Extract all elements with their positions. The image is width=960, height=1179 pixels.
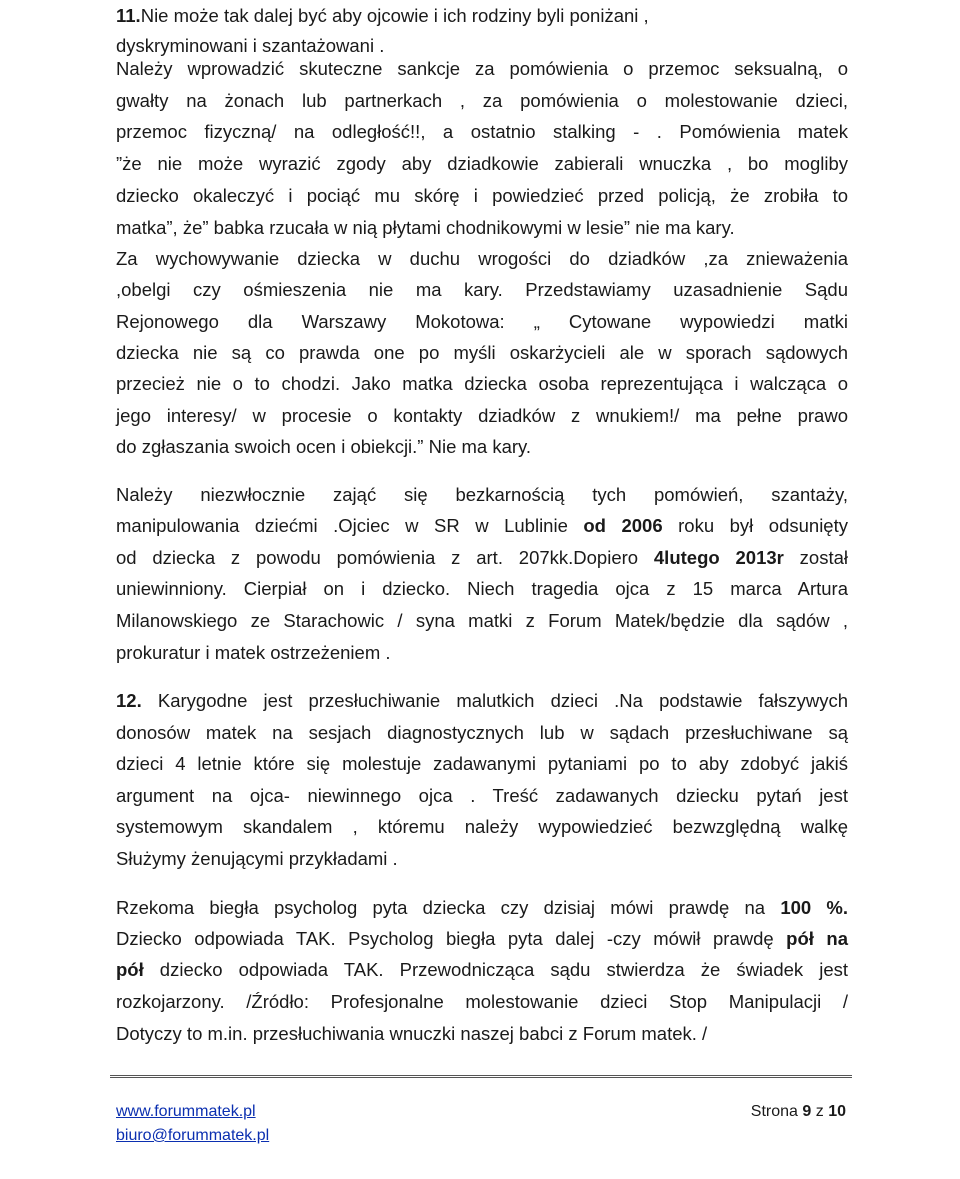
text-line bbox=[116, 844, 848, 874]
text-line bbox=[116, 338, 848, 368]
footer-contacts bbox=[116, 1100, 269, 1148]
text-span: uniewinniony. Cierpiał on i dziecko. Niech tragedia ojca z 15 marca Artura bbox=[116, 578, 848, 599]
text-span: Dotyczy to m.in. przesłuchiwania wnuczki naszej babci z Forum matek. / bbox=[116, 1023, 708, 1044]
text-line bbox=[116, 893, 848, 923]
text-line bbox=[116, 149, 848, 179]
text-line bbox=[116, 781, 848, 811]
text-line bbox=[116, 307, 848, 337]
text-line bbox=[116, 369, 848, 399]
bold-span: od 2006 bbox=[583, 515, 663, 536]
text-line bbox=[116, 955, 848, 985]
text-span: argument na ojca- niewinnego ojca . Treść zadawanych dziecku pytań jest bbox=[116, 785, 848, 806]
text-line bbox=[116, 480, 848, 510]
text-span: Należy wprowadzić skuteczne sankcje za pomówienia o przemoc seksualną, o bbox=[116, 58, 848, 79]
text-span: donosów matek na sesjach diagnostycznych lub w sądach przesłuchiwane są bbox=[116, 722, 848, 743]
page-total: 10 bbox=[828, 1103, 846, 1120]
text-span: jego interesy/ w procesie o kontakty dziadków z wnukiem!/ ma pełne prawo bbox=[116, 405, 848, 426]
bold-span: pół bbox=[116, 959, 144, 980]
text-span: roku był odsunięty bbox=[662, 515, 848, 536]
text-line bbox=[116, 432, 848, 462]
text-span: rozkojarzony. /Źródło: Profesjonalne molestowanie dzieci Stop Manipulacji / bbox=[116, 991, 848, 1012]
text-line bbox=[116, 1019, 848, 1049]
text-span: Dziecko odpowiada TAK. Psycholog biegła pyta dalej -czy mówił prawdę bbox=[116, 928, 787, 949]
text-line bbox=[116, 749, 848, 779]
text-line bbox=[116, 401, 848, 431]
text-span: dzieci 4 letnie które się molestuje zadawanymi pytaniami po to aby zdobyć jakiś bbox=[116, 753, 848, 774]
text-span: Za wychowywanie dziecka w duchu wrogości do dziadków ,za znieważenia bbox=[116, 248, 848, 269]
text-span: matka”, że” babka rzucała w nią płytami chodnikowymi w lesie” nie ma kary. bbox=[116, 217, 735, 238]
text-line bbox=[116, 213, 848, 243]
page-current: 9 bbox=[802, 1103, 812, 1120]
text-line bbox=[116, 574, 848, 604]
bold-span: 4lutego 2013r bbox=[653, 547, 784, 568]
footer-divider bbox=[110, 1077, 852, 1078]
bold-span: pół na bbox=[786, 928, 848, 949]
text-span: przemoc fizyczną/ na odległość!!, a ostatnio stalking - . Pomówienia matek bbox=[116, 121, 848, 142]
text-span: dziecko odpowiada TAK. Przewodnicząca sądu stwierdza że świadek jest bbox=[143, 959, 848, 980]
text-span: dziecko okaleczyć i pociąć mu skórę i powiedzieć przed policją, że zrobiła to bbox=[116, 185, 848, 206]
text-line bbox=[116, 1, 848, 31]
text-span: systemowym skandalem , któremu należy wypowiedzieć bezwzględną walkę bbox=[116, 816, 848, 837]
text-span: dziecka nie są co prawda one po myśli oskarżycieli ale w sporach sądowych bbox=[116, 342, 848, 363]
text-span: został bbox=[783, 547, 848, 568]
text-line bbox=[116, 181, 848, 211]
text-span: przecież nie o to chodzi. Jako matka dziecka osoba reprezentująca i walcząca o bbox=[116, 373, 848, 394]
text-span: Służymy żenującymi przykładami . bbox=[116, 848, 398, 869]
text-span: ”że nie może wyrazić zgody aby dziadkowie zabierali wnuczka , bo mogliby bbox=[116, 153, 848, 174]
text-line bbox=[116, 686, 848, 716]
text-span: manipulowania dziećmi .Ojciec w SR w Lublinie bbox=[116, 515, 584, 536]
text-span: prokuratur i matek ostrzeżeniem . bbox=[116, 642, 391, 663]
text-line bbox=[116, 244, 848, 274]
text-span: Nie może tak dalej być aby ojcowie i ich rodziny byli poniżani , bbox=[140, 5, 649, 26]
bold-span: 100 %. bbox=[780, 897, 848, 918]
text-span: ,obelgi czy ośmieszenia nie ma kary. Przedstawiamy uzasadnienie Sądu bbox=[116, 279, 848, 300]
text-line bbox=[116, 117, 848, 147]
text-line bbox=[116, 275, 848, 305]
website-link[interactable]: www.forummatek.pl bbox=[116, 1103, 256, 1120]
text-span: do zgłaszania swoich ocen i obiekcji.” Nie ma kary. bbox=[116, 436, 532, 457]
text-span: Należy niezwłocznie zająć się bezkarnością tych pomówień, szantaży, bbox=[116, 484, 848, 505]
text-span: gwałty na żonach lub partnerkach , za pomówienia o molestowanie dzieci, bbox=[116, 90, 848, 111]
text-line bbox=[116, 86, 848, 116]
page-label: Strona bbox=[750, 1103, 798, 1120]
text-span: Karygodne jest przesłuchiwanie malutkich dzieci .Na podstawie fałszywych bbox=[141, 690, 848, 711]
text-span: dyskryminowani i szantażowani . bbox=[116, 35, 385, 56]
text-line bbox=[116, 924, 848, 954]
text-line bbox=[116, 543, 848, 573]
bold-span: 12. bbox=[116, 690, 142, 711]
text-span: Rejonowego dla Warszawy Mokotowa: „ Cytowane wypowiedzi matki bbox=[116, 311, 848, 332]
text-span: Milanowskiego ze Starachowic / syna matki z Forum Matek/będzie dla sądów , bbox=[116, 610, 848, 631]
page-sep: z bbox=[815, 1103, 824, 1120]
text-line bbox=[116, 638, 848, 668]
text-span: Rzekoma biegła psycholog pyta dziecka czy dzisiaj mówi prawdę na bbox=[116, 897, 781, 918]
text-line bbox=[116, 987, 848, 1017]
email-link[interactable]: biuro@forummatek.pl bbox=[116, 1127, 270, 1144]
text-line bbox=[116, 812, 848, 842]
text-line bbox=[116, 54, 848, 84]
text-line bbox=[116, 606, 848, 636]
bold-span: 11. bbox=[116, 5, 141, 26]
text-line bbox=[116, 718, 848, 748]
text-span: od dziecka z powodu pomówienia z art. 207kk.Dopiero bbox=[116, 547, 654, 568]
page-number bbox=[751, 1100, 846, 1124]
text-line bbox=[116, 511, 848, 541]
